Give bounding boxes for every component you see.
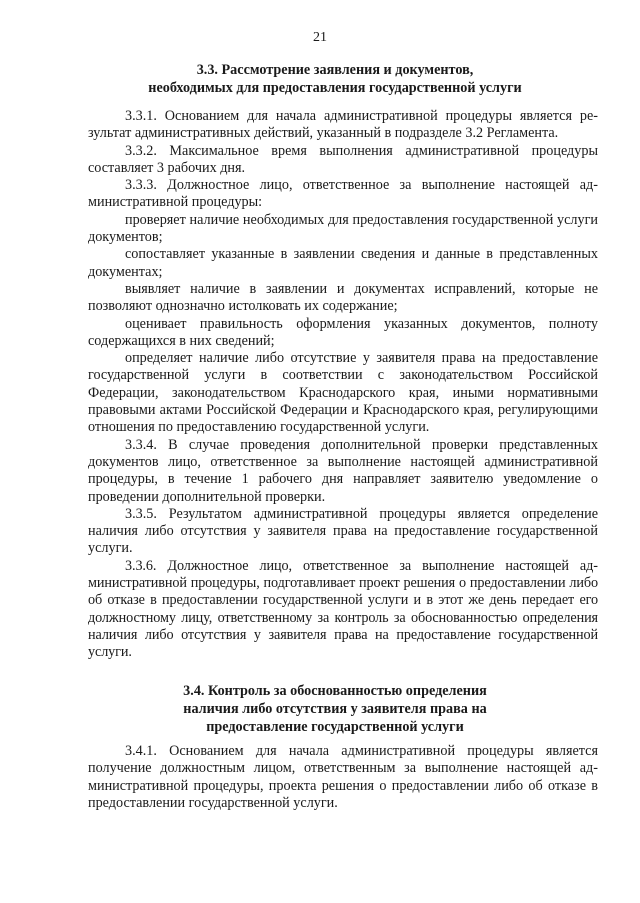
list-item-determine-right: определяет наличие либо отсутствие у заявителя права на предоставление государственной услуги в соответствии с законодательством Российской Федерации, законодательством Краснодарского края, иными нормативными правовыми актами Российской Федерации и Краснодарского края, регулирующими отношения по предоставлению государственной услуги. [88,350,598,436]
paragraph-3-3-3: 3.3.3. Должностное лицо, ответственное за выполнение настоящей административной процедуры: [88,177,598,211]
heading-line: необходимых для предоставления государственной услуги [148,80,522,96]
heading-line: 3.4. Контроль за обоснованностью определения [183,683,487,699]
paragraph-3-3-2: 3.3.2. Максимальное время выполнения административной процедуры составляет 3 рабочих дня. [88,142,598,176]
heading-line: наличия либо отсутствия у заявителя права на [183,701,487,717]
paragraph-3-3-1: 3.3.1. Основанием для начала административной процедуры является результат административных действий, указанный в подразделе 3.2 Регламента. [88,108,598,142]
heading-line: предоставление государственной услуги [206,719,464,735]
heading-line: 3.3. Рассмотрение заявления и документов, [196,62,474,78]
section-3-4-body [88,743,598,812]
list-item-detect-corrections: выявляет наличие в заявлении и документах исправлений, которые не позволяют однозначно истолковать их содержание; [88,280,598,315]
section-3-3-body [88,108,598,662]
page-number: 21 [313,30,327,45]
paragraph-3-3-4: 3.3.4. В случае проведения дополнительной проверки представленных документов лицо, ответственное за выполнение настоящей административной процедуры, в течение 1 рабочего дня направляет заявителю уведомление о проведении дополнительной проверки. [88,436,598,505]
list-item-check-documents: проверяет наличие необходимых для предоставления государственной услуги документов; [88,211,598,246]
list-item-evaluate-format: оценивает правильность оформления указанных документов, полноту содержащихся в них сведений; [88,315,598,349]
paragraph-3-3-5: 3.3.5. Результатом административной процедуры является определение наличия либо отсутствия у заявителя права на предоставление государственной услуги. [88,505,598,557]
paragraph-3-3-6: 3.3.6. Должностное лицо, ответственное за выполнение настоящей административной процедуры, подготавливает проект решения о предоставлении либо об отказе в предоставлении государственной услуги и в этот же день передает его должностному лицу, ответственному за контроль за обоснованностью определения наличия либо отсутствия у заявителя права на предоставление государственной услуги. [88,557,598,661]
section-3-4-heading [90,682,580,736]
section-3-3-heading [90,61,580,97]
paragraph-3-4-1: 3.4.1. Основанием для начала административной процедуры является получение должностным лицом, ответственным за выполнение настоящей административной процедуры, проекта решения о предоставлении либо об отказе в предоставлении государственной услуги. [88,743,598,811]
list-item-compare-data: сопоставляет указанные в заявлении сведения и данные в представленных документах; [88,246,598,280]
